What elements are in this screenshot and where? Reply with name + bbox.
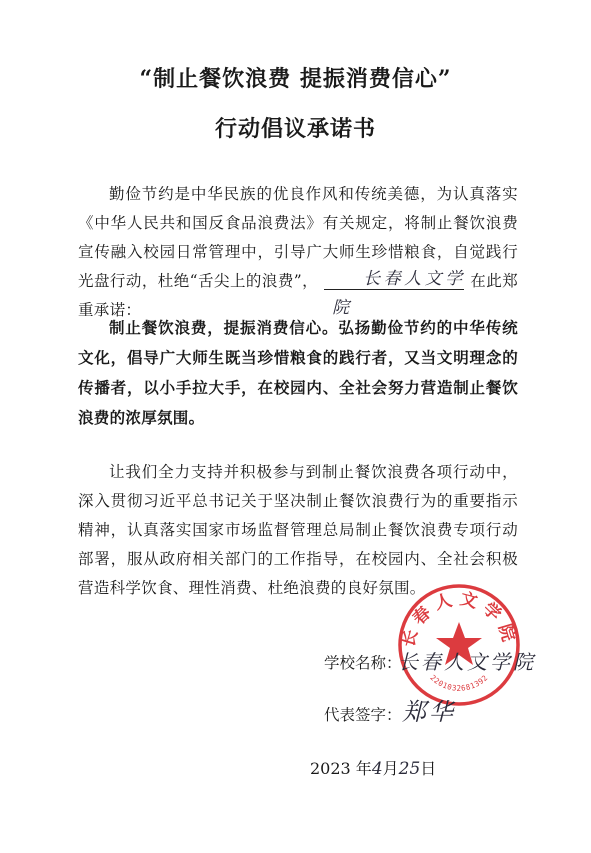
date-day-unit: 日 <box>420 759 437 778</box>
document-subtitle: 行动倡议承诺书 <box>214 116 376 142</box>
representative-signature-label: 代表签字： <box>324 706 402 724</box>
school-name-label: 学校名称： <box>324 654 402 672</box>
seal-text: 长春人文学院 <box>398 589 520 650</box>
official-seal <box>396 582 522 708</box>
date-month: 4 <box>371 759 383 779</box>
handwritten-school-name: 长春人文学院 <box>332 269 465 318</box>
date-year: 2023 年 <box>310 759 372 778</box>
document-date <box>310 756 436 779</box>
seal-code: 2201032681392 <box>428 673 490 693</box>
intro-text-end: 在此郑重承诺： <box>78 272 518 319</box>
name-blank <box>324 269 465 318</box>
date-month-unit: 月 <box>382 759 399 778</box>
school-name-handwritten: 长春人文学院 <box>398 650 536 674</box>
date-day: 25 <box>398 759 421 779</box>
svg-text:2201032681392 <box>428 673 489 693</box>
paragraph-call-to-action: 让我们全力支持并积极参与到制止餐饮浪费各项行动中，深入贯彻习近平总书记关于坚决制止餐饮浪费行为的重要指示精神，认真落实国家市场监督管理总局制止餐饮浪费专项行动部署，服从政府相关部门的工作指导，在校园内、全社会积极营造科学饮食、理性消费、杜绝浪费的良好氛围。 <box>78 463 518 597</box>
representative-signature: 郑华 <box>402 698 456 726</box>
paragraph-intro <box>78 180 518 325</box>
intro-text: 勤俭节约是中华民族的优良作风和传统美德，为认真落实《中华人民共和国反食品浪费法》有关规定，将制止餐饮浪费宣传融入校园日常管理中，引导广大师生珍惜粮食，自觉践行光盘行动，杜绝“舌尖上的浪费”， <box>78 185 518 290</box>
document-title: “制止餐饮浪费 提振消费信心” <box>139 66 452 92</box>
paragraph-commitment: 制止餐饮浪费，提振消费信心。弘扬勤俭节约的中华传统文化，倡导广大师生既当珍惜粮食的践行者，又当文明理念的传播者，以小手拉大手，在校园内、全社会努力营造制止餐饮浪费的浓厚氛围。 <box>78 319 518 427</box>
